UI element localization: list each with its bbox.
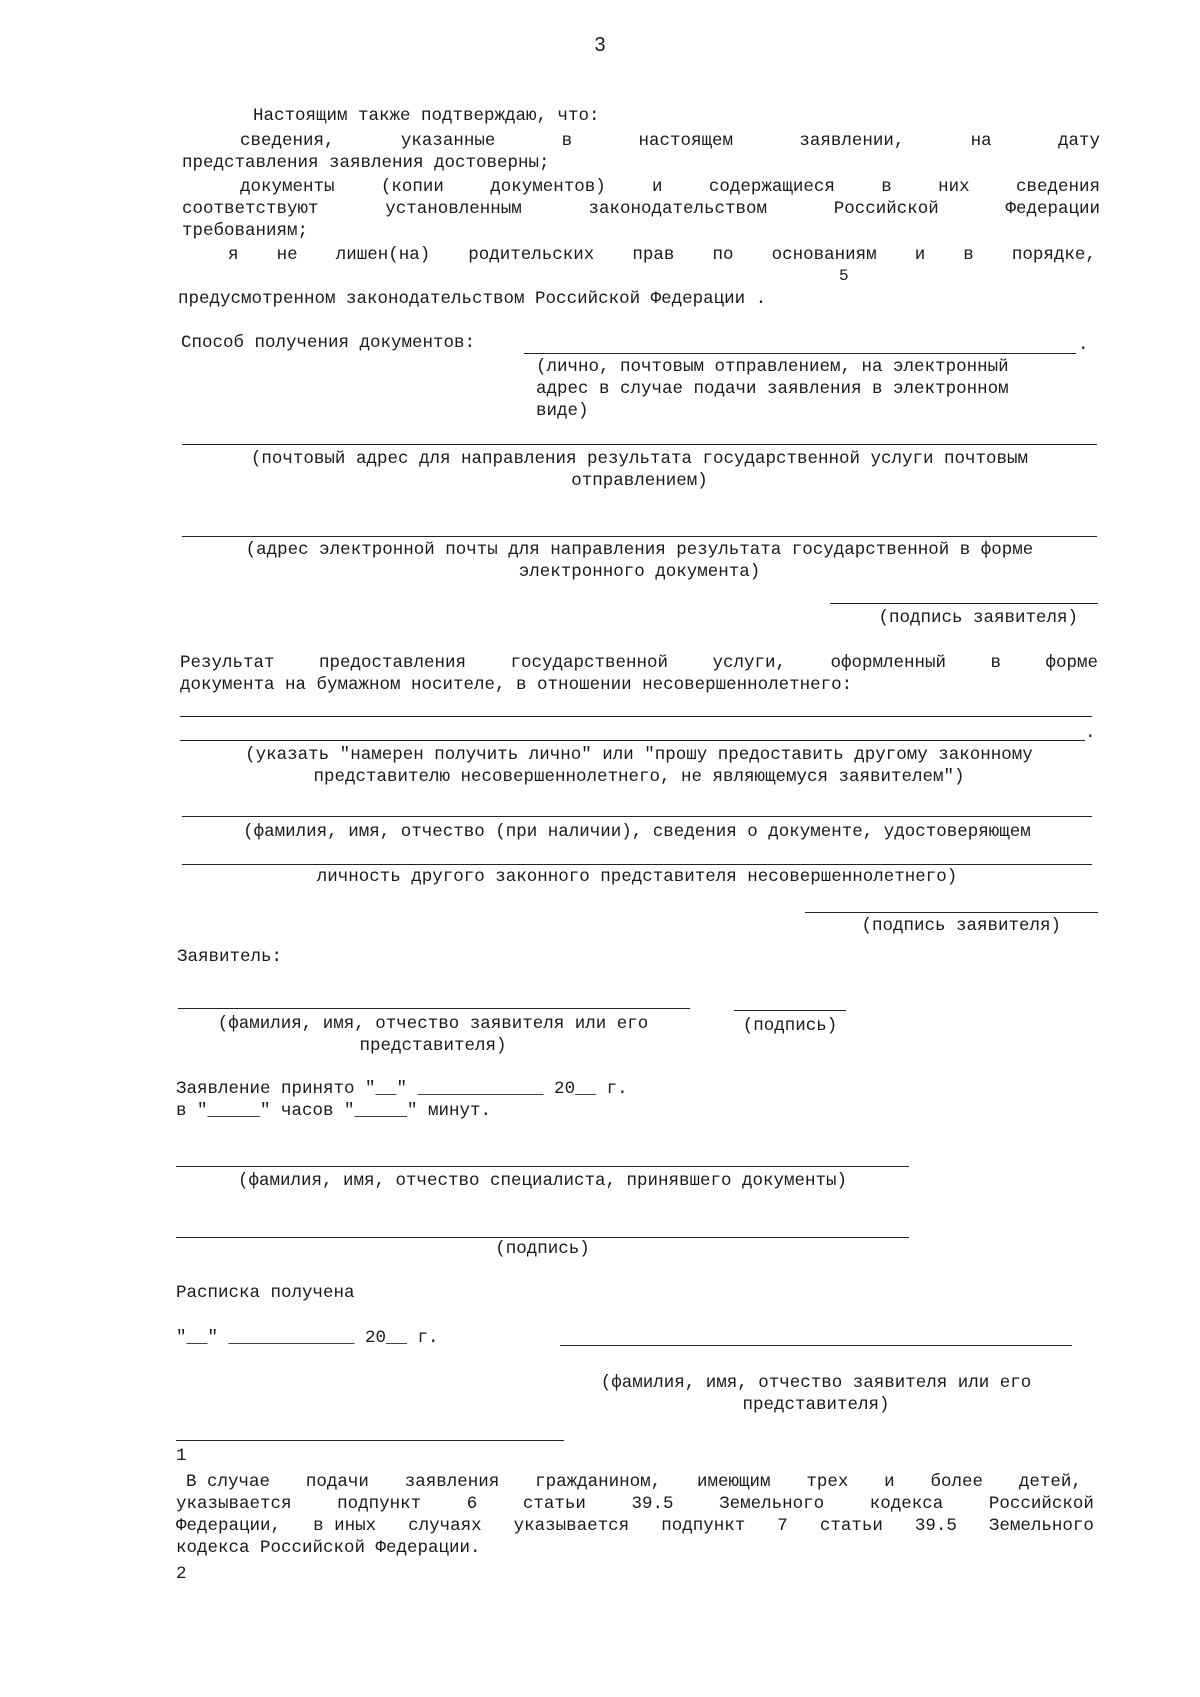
word: услуги, [712,653,786,673]
word: предоставления [318,653,467,673]
word: основаниям [771,245,877,265]
word: статьи [819,1516,883,1536]
word: кодекса [869,1494,944,1514]
footnote-1-line-2 [176,1493,1094,1515]
word: я [228,245,239,265]
word: Российской [988,1494,1094,1514]
word: лишен(на) [335,245,431,265]
representative-hint-1: (фамилия, имя, отчество (при наличии), сведения о документе, удостоверяющем [243,822,1031,842]
accepted-date-line: Заявление принято "__" ____________ 20__ г. [176,1079,628,1099]
word: детей, [1018,1472,1082,1492]
word: установленным [385,199,522,219]
applicant-name-hint-1: (фамилия, имя, отчество заявителя или его [217,1014,649,1034]
word: трех [806,1472,849,1492]
word: Федерации [1005,199,1100,219]
word: государственной [510,653,669,673]
word: указывается [513,1516,630,1536]
word: и [884,1472,895,1492]
word: по [712,245,734,265]
word: 7 [777,1516,788,1536]
delivery-label: Способ получения документов: [181,333,476,353]
word: них [938,177,970,197]
word: в [990,653,1001,673]
page-number: 3 [594,34,606,56]
word: случаях [408,1516,482,1536]
word: оформленный [830,653,946,673]
word: сведения, [240,131,335,151]
word: в иных [313,1516,377,1536]
postal-address-hint-1: (почтовый адрес для направления результата государственной услуги почтовым [250,449,1029,469]
postal-address-field[interactable] [182,444,1097,445]
word: 39.5 [914,1516,957,1536]
footnote-1-line-1 [186,1471,1082,1493]
word: форме [1045,653,1098,673]
footnote-number-2: 2 [176,1564,187,1584]
word: подачи [305,1472,369,1492]
confirm-p3-line [228,244,1096,266]
applicant-name-hint-2: представителя) [359,1036,507,1056]
representative-hint-2: личность другого законного представителя несовершеннолетнего) [316,867,958,887]
word: порядке, [1011,245,1096,265]
receipt-date-line: "__" ____________ 20__ г. [176,1328,439,1348]
receipt-label: Расписка получена [176,1283,355,1303]
word: документов) [490,177,606,197]
word: заявления [404,1472,500,1492]
applicant-signature-caption-1: (подпись заявителя) [878,608,1078,628]
email-address-hint-2: электронного документа) [518,562,761,582]
email-address-hint-1: (адрес электронной почты для направления результата государственной в форме [245,540,1034,560]
footnote-1-line-3 [176,1515,1094,1537]
confirm-p1-line [240,130,1100,152]
result-line-2: документа на бумажном носителе, в отношении несовершеннолетнего: [180,675,853,695]
word: содержащиеся [708,177,835,197]
word: дату [1057,131,1100,151]
footnote-separator [176,1440,564,1441]
word: заявлении, [799,131,905,151]
applicant-sign-caption: (подпись) [742,1016,838,1036]
result-line-1 [180,652,1098,674]
word: прав [632,245,675,265]
confirm-p3-end: предусмотренном законодательством Российской Федерации . [178,289,767,309]
confirm-p2-end: требованиям; [182,221,309,241]
confirm-p2-line2 [182,198,1100,220]
word: Федерации, [176,1516,282,1536]
specialist-name-hint: (фамилия, имя, отчество специалиста, принявшего документы) [237,1171,848,1191]
word: родительских [468,245,595,265]
result-method-field-1[interactable] [180,716,1092,717]
word: не [276,245,298,265]
word: более [930,1472,984,1492]
applicant-signature-field-1[interactable] [830,603,1098,604]
word: и [652,177,663,197]
postal-address-hint-2: отправлением) [571,471,708,491]
result-hint-2: представителю несовершеннолетнего, не являющемуся заявителем") [313,767,965,787]
footnote-ref-5: 5 [839,267,849,285]
specialist-name-field[interactable] [176,1166,909,1167]
word: настоящем [638,131,733,151]
word: Российской [833,199,939,219]
word: Результат [180,653,275,673]
footnote-1-line-4: кодекса Российской Федерации. [176,1538,481,1558]
confirm-intro: Настоящим также подтверждаю, что: [253,106,600,126]
delivery-hint-2: адрес в случае подачи заявления в электронном [536,379,1009,399]
representative-field-1[interactable] [182,816,1092,817]
confirm-p2-line [240,176,1100,198]
word: в [561,131,573,151]
word: подпункт [337,1494,422,1514]
accepted-time-line: в "_____" часов "_____" минут. [176,1101,492,1121]
email-address-field[interactable] [182,536,1097,537]
word: Земельного [988,1516,1094,1536]
applicant-signature-field-2[interactable] [805,912,1098,913]
receipt-name-hint-1: (фамилия, имя, отчество заявителя или его [600,1373,1032,1393]
word: соответствуют [182,199,319,219]
applicant-name-field[interactable] [178,1008,690,1009]
word: подпункт [661,1516,746,1536]
word: Земельного [719,1494,825,1514]
word: имеющим [696,1472,771,1492]
word: указанные [400,131,496,151]
applicant-sign-field[interactable] [734,1010,846,1011]
word: указывается [176,1494,292,1514]
word: сведения [1015,177,1100,197]
word: в [963,245,974,265]
word: и [914,245,926,265]
applicant-label: Заявитель: [177,947,283,967]
specialist-sign-caption: (подпись) [495,1239,590,1259]
delivery-hint-1: (лично, почтовым отправлением, на электронный [536,357,1009,377]
word: законодательством [588,199,767,219]
applicant-signature-caption-2: (подпись заявителя) [861,916,1061,936]
word: 39.5 [631,1494,674,1514]
footnote-number-1: 1 [176,1446,187,1466]
word: 6 [466,1494,478,1514]
result-dot: . [1085,723,1096,743]
confirm-p1-end: представления заявления достоверны; [182,153,550,173]
word: на [970,131,992,151]
delivery-method-field[interactable] [524,353,1076,354]
result-method-field-2[interactable] [180,740,1085,741]
word: документы [240,177,335,197]
word: (копии [380,177,444,197]
receipt-name-field[interactable] [560,1345,1072,1346]
word: В случае [186,1472,271,1492]
delivery-dot: . [1078,335,1089,355]
word: статьи [522,1494,586,1514]
word: гражданином, [535,1472,662,1492]
result-hint-1: (указать "намерен получить лично" или "прошу предоставить другому законному [245,745,1033,765]
word: в [881,177,892,197]
delivery-hint-3: виде) [536,401,589,421]
receipt-name-hint-2: представителя) [742,1395,890,1415]
representative-field-2[interactable] [182,864,1092,865]
